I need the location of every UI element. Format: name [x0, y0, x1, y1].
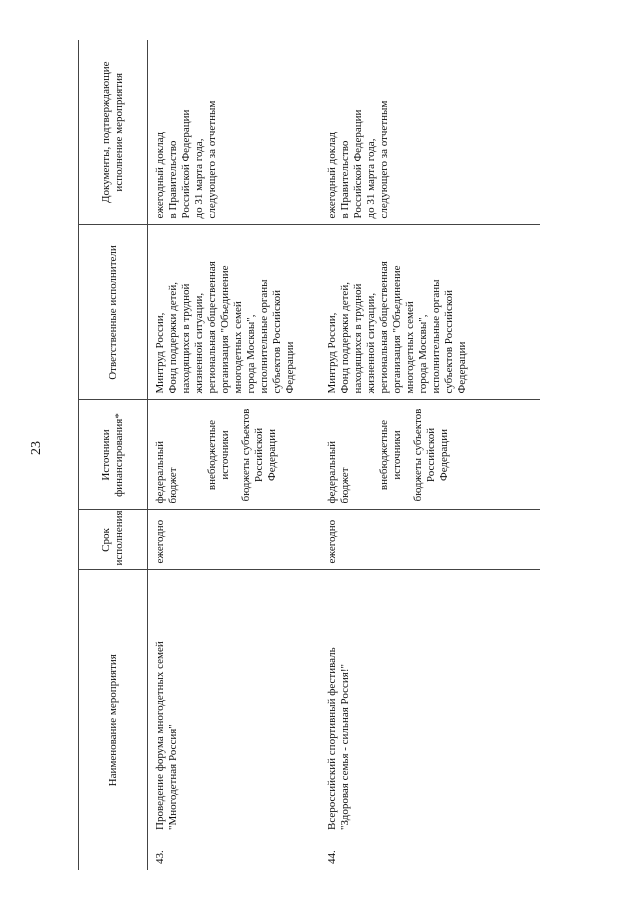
- rotated-table-container: [78, 40, 554, 870]
- cell-term: ежегодно: [148, 510, 321, 570]
- page-number: 23: [29, 441, 44, 455]
- cell-term: ежегодно: [320, 510, 540, 570]
- event-name: Проведение форума многодетных семей "Многодетная Россия": [154, 641, 179, 830]
- events-table: [78, 40, 540, 870]
- source-regional: бюджеты субъектов Российской Федерации: [240, 408, 278, 502]
- cell-responsible: Минтруд России, Фонд поддержки детей, находящихся в трудной жизненной ситуации, региональная общественная организация "Объединение многодетных семей города Москвы", исполнительные органы субъектов Российской Федерации: [320, 225, 540, 400]
- cell-name: [320, 570, 540, 870]
- source-regional: бюджеты субъектов Российской Федерации: [412, 408, 450, 502]
- cell-name: [148, 570, 321, 870]
- cell-sources: [320, 400, 540, 510]
- header-documents: Документы, подтверждающие исполнение мероприятия: [79, 40, 148, 225]
- header-responsible: Ответственные исполнители: [79, 225, 148, 400]
- cell-sources: [148, 400, 321, 510]
- cell-documents: ежегодный доклад в Правительство Российской Федерации до 31 марта года, следующего за отчетным: [320, 40, 540, 225]
- cell-responsible: Минтруд России, Фонд поддержки детей, находящихся в трудной жизненной ситуации, региональная общественная организация "Объединение многодетных семей города Москвы", исполнительные органы субъектов Российской Федерации: [148, 225, 321, 400]
- header-sources: Источники финансирования*: [79, 400, 148, 510]
- table-row: [320, 40, 540, 870]
- table-row: [148, 40, 321, 870]
- source-extrabudget: внебюджетные источники: [206, 419, 231, 491]
- table-header-row: [79, 40, 148, 870]
- header-term: Срок исполнения: [79, 510, 148, 570]
- source-extrabudget: внебюджетные источники: [378, 419, 403, 491]
- row-number: 43.: [154, 850, 166, 864]
- row-number: 44.: [326, 850, 338, 864]
- header-name: Наименование мероприятия: [79, 570, 148, 870]
- event-name: Всероссийский спортивный фестиваль "Здоровая семья - сильная Россия!": [326, 647, 351, 830]
- source-federal: федеральный бюджет: [326, 441, 351, 504]
- source-federal: федеральный бюджет: [154, 441, 179, 504]
- cell-documents: ежегодный доклад в Правительство Российской Федерации до 31 марта года, следующего за отчетным: [148, 40, 321, 225]
